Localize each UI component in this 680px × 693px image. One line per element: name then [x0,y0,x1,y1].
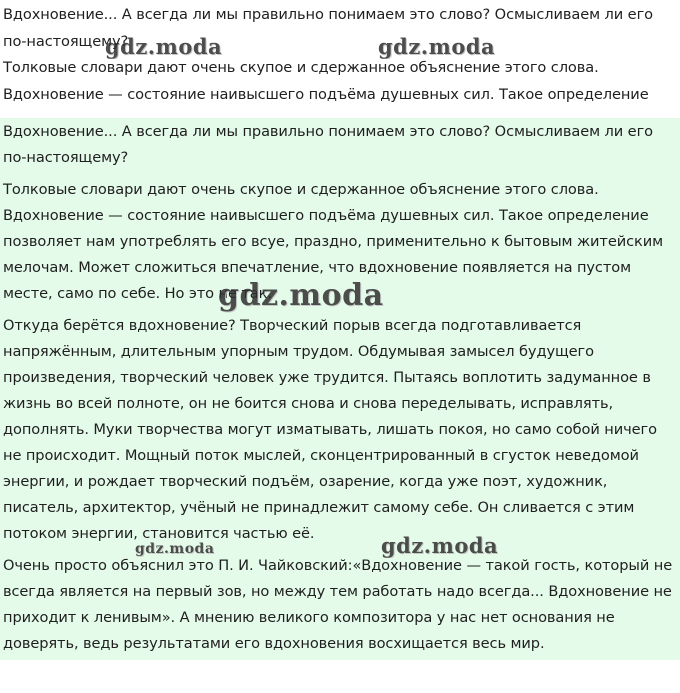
intro-excerpt [0,2,679,108]
paragraph-1: Вдохновение... А всегда ли мы правильно понимаем это слово? Осмысливаем ли его по-настоящему? [3,123,653,166]
intro-paragraph-1: Вдохновение... А всегда ли мы правильно понимаем это слово? Осмысливаем ли его по-настоящему? [3,6,653,50]
watermark: gdz.moda [105,34,223,59]
watermark: gdz.moda [378,34,496,59]
watermark: gdz.moda [381,533,499,558]
paragraph-2: Толковые словари дают очень скупое и сдержанное объяснение этого слова. Вдохновение — состояние наивысшего подъёма душевных сил. Такое определение позволяет нам употреблять его всуе, праздно, применительно к бытовым житейским мелочам. Может сложиться впечатление, что вдохновение появляется на пустом месте, само по себе. Но это не так. [3,181,664,302]
full-text-panel [0,118,680,660]
watermark: gdz.moda [135,541,215,557]
paragraph-4: Очень просто объяснил это П. И. Чайковский:«Вдохновение — такой гость, который не всегда является на первый зов, но между тем работать надо всегда... Вдохновение не приходит к ленивым». А мнению великого композитора у нас нет основания не доверять, ведь результатами его вдохновения восхищается весь мир. [3,557,673,652]
watermark: gdz.moda [218,278,384,313]
intro-paragraph-2: Толковые словари дают очень скупое и сдержанное объяснение этого слова. Вдохновение — состояние наивысшего подъёма душевных сил. Такое определение [3,59,649,103]
paragraph-3: Откуда берётся вдохновение? Творческий порыв всегда подготавливается напряжённым, длительным упорным трудом. Обдумывая замысел будущего произведения, творческий человек уже трудится. Пытаясь воплотить задуманное в жизнь во всей полноте, он не боится снова и снова переделывать, исправлять, дополнять. Муки творчества могут изматывать, лишать покоя, но само собой ничего не происходит. Мощный поток мыслей, сконцентрированный в сгусток неведомой энергии, и рождает творческий подъём, озарение, когда уже поэт, художник, писатель, архитектор, учёный не принадлежит самому себе. Он сливается с этим потоком энергии, становится частью её. [3,317,657,542]
